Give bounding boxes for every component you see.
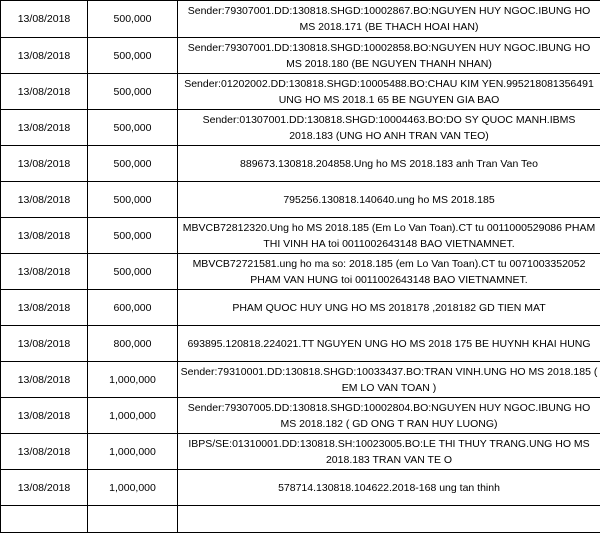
amount-cell: 500,000 [88,254,178,290]
table-row [1,398,600,434]
description-cell: Sender:79307001.DD:130818.SHGD:10002867.BO:NGUYEN HUY NGOC.IBUNG HO MS 2018.171 (BE THACH HOAI HAN) [178,1,600,38]
amount-cell [88,506,178,533]
description-cell: Sender:01307001.DD:130818.SHGD:10004463.BO:DO SY QUOC MANH.IBMS 2018.183 (UNG HO ANH TRAN VAN TEO) [178,110,600,146]
date-cell: 13/08/2018 [1,74,88,110]
date-cell: 13/08/2018 [1,290,88,326]
date-cell: 13/08/2018 [1,326,88,362]
date-cell: 13/08/2018 [1,1,88,38]
amount-cell: 500,000 [88,1,178,38]
table-row [1,326,600,362]
date-cell: 13/08/2018 [1,218,88,254]
amount-cell: 500,000 [88,182,178,218]
amount-cell: 1,000,000 [88,362,178,398]
table-row [1,290,600,326]
date-cell: 13/08/2018 [1,398,88,434]
table-row [1,182,600,218]
amount-cell: 500,000 [88,110,178,146]
amount-cell: 600,000 [88,290,178,326]
date-cell: 13/08/2018 [1,110,88,146]
description-cell: MBVCB72812320.Ung ho MS 2018.185 (Em Lo Van Toan).CT tu 0011000529086 PHAM THI VINH HA toi 0011002643148 BAO VIETNAMNET. [178,218,600,254]
description-cell: 693895.120818.224021.TT NGUYEN UNG HO MS 2018 175 BE HUYNH KHAI HUNG [178,326,600,362]
amount-cell: 500,000 [88,38,178,74]
description-cell: Sender:79307005.DD:130818.SHGD:10002804.BO:NGUYEN HUY NGOC.IBUNG HO MS 2018.182 ( GD ONG T RAN HUY LUONG) [178,398,600,434]
table-row [1,470,600,506]
description-cell: PHAM QUOC HUY UNG HO MS 2018178 ,2018182 GD TIEN MAT [178,290,600,326]
amount-cell: 800,000 [88,326,178,362]
table-row [1,218,600,254]
amount-cell: 500,000 [88,218,178,254]
description-cell: 795256.130818.140640.ung ho MS 2018.185 [178,182,600,218]
description-cell: Sender:79307001.DD:130818.SHGD:10002858.BO:NGUYEN HUY NGOC.IBUNG HO MS 2018.180 (BE NGUYEN THANH NHAN) [178,38,600,74]
description-cell [178,506,600,533]
amount-cell: 1,000,000 [88,398,178,434]
description-cell: 889673.130818.204858.Ung ho MS 2018.183 anh Tran Van Teo [178,146,600,182]
table-row [1,254,600,290]
amount-cell: 500,000 [88,146,178,182]
table-row [1,1,600,38]
amount-cell: 1,000,000 [88,434,178,470]
table-row [1,74,600,110]
date-cell: 13/08/2018 [1,38,88,74]
table-row [1,146,600,182]
amount-cell: 500,000 [88,74,178,110]
date-cell [1,506,88,533]
description-cell: 578714.130818.104622.2018-168 ung tan thinh [178,470,600,506]
transactions-body [1,1,600,533]
description-cell: IBPS/SE:01310001.DD:130818.SH:10023005.BO:LE THI THUY TRANG.UNG HO MS 2018.183 TRAN VAN TE O [178,434,600,470]
description-cell: Sender:01202002.DD:130818.SHGD:10005488.BO:CHAU KIM YEN.995218081356491 UNG HO MS 2018.1 65 BE NGUYEN GIA BAO [178,74,600,110]
date-cell: 13/08/2018 [1,470,88,506]
description-cell: MBVCB72721581.ung ho ma so: 2018.185 (em Lo Van Toan).CT tu 0071003352052 PHAM VAN HUNG toi 0011002643148 BAO VIETNAMNET. [178,254,600,290]
date-cell: 13/08/2018 [1,146,88,182]
table-row [1,38,600,74]
table-row [1,434,600,470]
date-cell: 13/08/2018 [1,254,88,290]
table-row [1,110,600,146]
date-cell: 13/08/2018 [1,362,88,398]
table-row [1,506,600,533]
date-cell: 13/08/2018 [1,182,88,218]
description-cell: Sender:79310001.DD:130818.SHGD:10033437.BO:TRAN VINH.UNG HO MS 2018.185 ( EM LO VAN TOAN ) [178,362,600,398]
amount-cell: 1,000,000 [88,470,178,506]
table-row [1,362,600,398]
date-cell: 13/08/2018 [1,434,88,470]
